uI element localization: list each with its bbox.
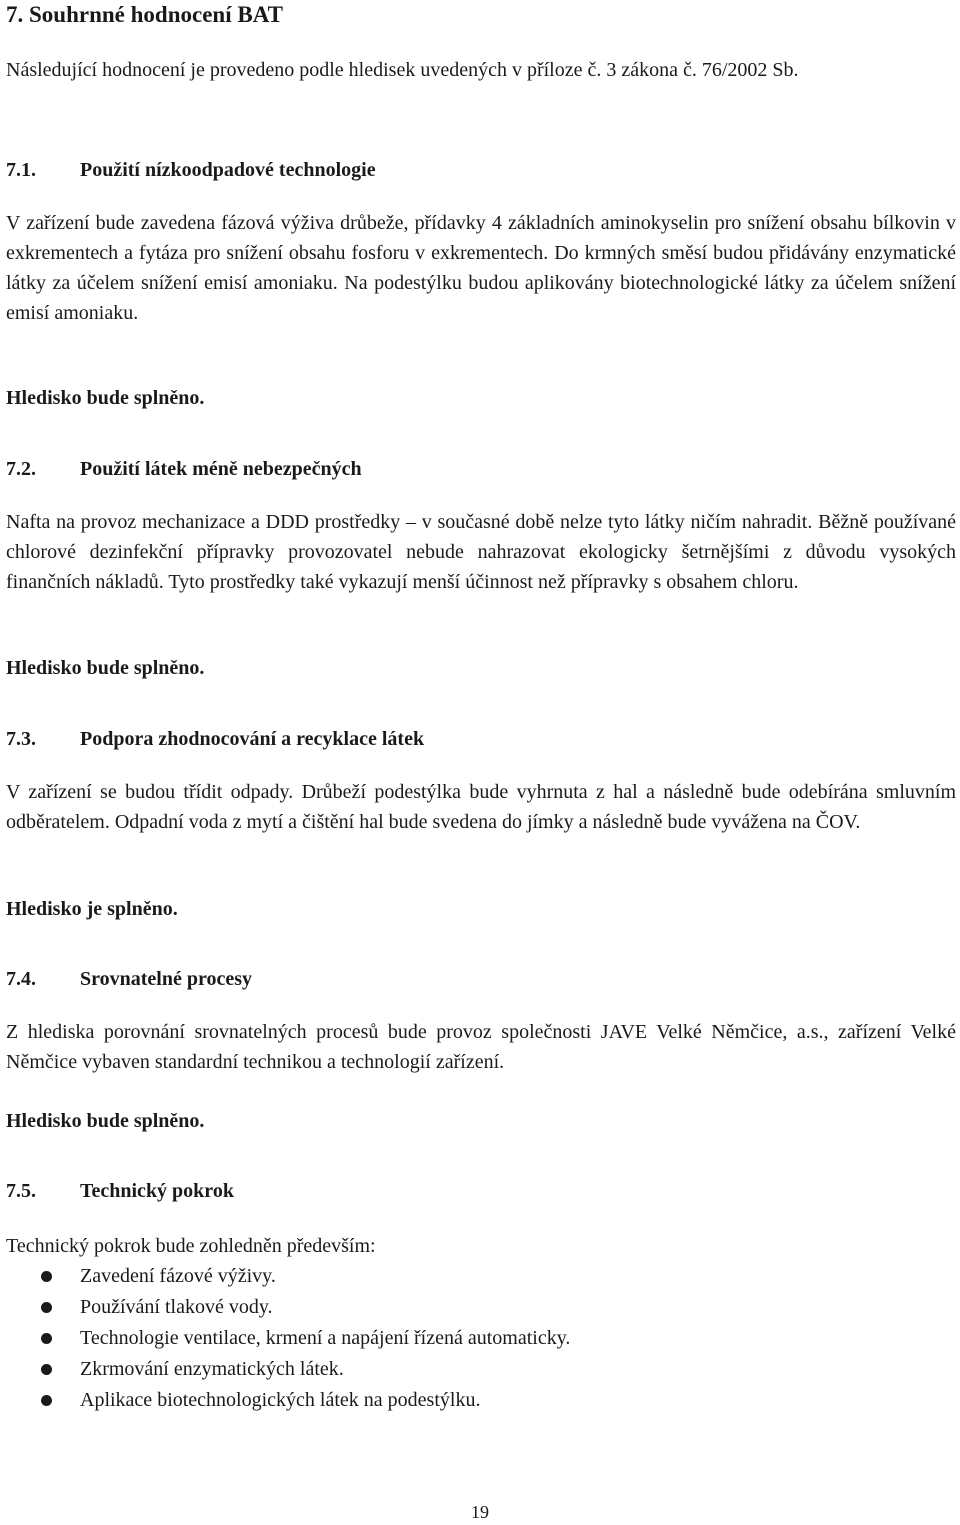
section-title: Podpora zhodnocování a recyklace látek [80,728,425,750]
list-item: Aplikace biotechnologických látek na podestýlku. [6,1385,570,1416]
section-text-7-2: Nafta na provoz mechanizace a DDD prostředky – v současné době nelze tyto látky ničím nahradit. Běžně používané chlorové dezinfekční přípravky provozovatel nebude nahrazovat ekologicky šetrnějšími z důvodu vysokých finančních nákladů. Tyto prostředky také vykazují menší účinnost než přípravky s obsahem chloru. [6,511,956,593]
verdict-7-2: Hledisko bude splněno. [6,657,205,679]
section-number: 7.4. [6,968,36,990]
verdict-7-4: Hledisko bude splněno. [6,1110,205,1132]
section-heading-7-3 [6,724,424,754]
page-title: 7. Souhrnné hodnocení BAT [6,2,283,27]
verdict-7-3: Hledisko je splněno. [6,898,178,920]
section-number: 7.2. [6,458,36,480]
intro-paragraph: Následující hodnocení je provedeno podle hledisek uvedených v příloze č. 3 zákona č. 76/2002 Sb. [6,59,799,81]
section-text-7-4: Z hlediska porovnání srovnatelných procesů bude provoz společnosti JAVE Velké Němčice, a.s., zařízení Velké Němčice vybaven standardní technikou a technologií zařízení. [6,1021,956,1073]
section-number: 7.3. [6,728,36,750]
section-title: Použití látek méně nebezpečných [80,458,362,480]
section-text-7-1: V zařízení bude zavedena fázová výživa drůbeže, přídavky 4 základních aminokyselin pro snížení obsahu bílkovin v exkrementech a fytáza pro snížení obsahu fosforu v exkrementech. Do krmných směsí budou přidávány enzymatické látky za účelem snížení emisí amoniaku. Na podestýlku budou aplikovány biotechnologické látky za účelem snížení emisí amoniaku. [6,212,956,324]
section-heading-7-5 [6,1176,234,1206]
verdict-7-1: Hledisko bude splněno. [6,387,205,409]
list-item: Používání tlakové vody. [6,1292,570,1323]
bullet-icon [41,1364,52,1375]
section-heading-7-4 [6,964,252,994]
bullet-icon [41,1302,52,1313]
bullet-icon [41,1333,52,1344]
list-item: Zkrmování enzymatických látek. [6,1354,570,1385]
section-text-7-5: Technický pokrok bude zohledněn především: [6,1235,376,1257]
section-text-7-3: V zařízení se budou třídit odpady. Drůbeží podestýlka bude vyhrnuta z hal a následně bude odebírána smluvním odběratelem. Odpadní voda z mytí a čištění hal bude svedena do jímky a následně bude vyvážena na ČOV. [6,781,956,833]
section-title: Srovnatelné procesy [80,968,253,990]
list-item: Zavedení fázové výživy. [6,1261,570,1292]
page-number: 19 [471,1502,489,1522]
section-title: Použití nízkoodpadové technologie [80,159,376,181]
section-heading-7-1 [6,155,376,185]
section-number: 7.1. [6,159,36,181]
bullet-icon [41,1271,52,1282]
list-item: Technologie ventilace, krmení a napájení řízená automaticky. [6,1323,570,1354]
section-title: Technický pokrok [80,1180,234,1202]
section-heading-7-2 [6,454,362,484]
section-number: 7.5. [6,1180,36,1202]
technical-progress-list [6,1261,570,1416]
bullet-icon [41,1395,52,1406]
